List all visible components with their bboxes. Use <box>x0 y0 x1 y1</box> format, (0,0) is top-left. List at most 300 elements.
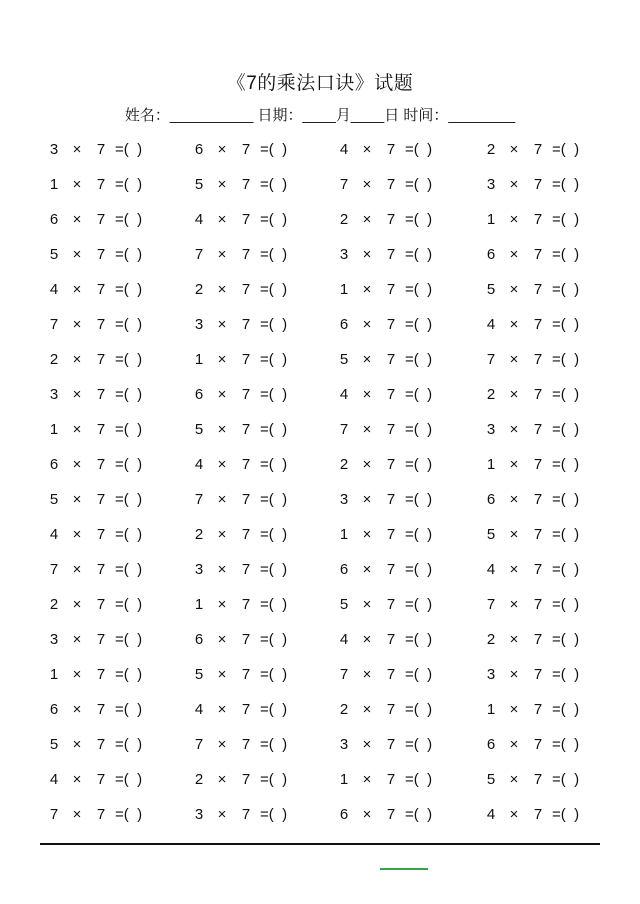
answer-blank[interactable]: =( ) <box>115 596 143 613</box>
answer-blank[interactable]: =( ) <box>552 351 580 368</box>
multiplier: 7 <box>533 596 543 613</box>
multiplicand: 4 <box>486 561 496 578</box>
answer-blank[interactable]: =( ) <box>552 246 580 263</box>
times-sign: × <box>72 666 82 683</box>
multiplicand: 3 <box>194 561 204 578</box>
multiplicand: 2 <box>339 701 349 718</box>
multiplicand: 6 <box>194 386 204 403</box>
answer-blank[interactable]: =( ) <box>115 736 143 753</box>
answer-blank[interactable]: =( ) <box>115 316 143 333</box>
multiplier: 7 <box>241 281 251 298</box>
multiplier: 7 <box>241 316 251 333</box>
times-sign: × <box>362 561 372 578</box>
times-sign: × <box>362 176 372 193</box>
multiplicand: 5 <box>194 421 204 438</box>
multiplicand: 4 <box>339 141 349 158</box>
multiplicand: 3 <box>486 176 496 193</box>
answer-blank[interactable]: =( ) <box>552 281 580 298</box>
multiplier: 7 <box>241 736 251 753</box>
multiplicand: 3 <box>49 141 59 158</box>
multiplier: 7 <box>386 631 396 648</box>
problem-row <box>0 762 640 797</box>
multiplier: 7 <box>533 246 543 263</box>
answer-blank[interactable]: =( ) <box>115 281 143 298</box>
multiplicand: 7 <box>339 421 349 438</box>
answer-blank[interactable]: =( ) <box>115 561 143 578</box>
worksheet-title: 《7的乘法口诀》试题 <box>226 73 414 94</box>
multiplicand: 3 <box>194 806 204 823</box>
multiplicand: 6 <box>339 806 349 823</box>
multiplicand: 4 <box>194 701 204 718</box>
answer-blank[interactable]: =( ) <box>552 526 580 543</box>
multiplier: 7 <box>241 351 251 368</box>
times-sign: × <box>509 701 519 718</box>
multiplier: 7 <box>533 666 543 683</box>
multiplier: 7 <box>241 771 251 788</box>
times-sign: × <box>217 141 227 158</box>
answer-blank[interactable]: =( ) <box>115 666 143 683</box>
multiplier: 7 <box>533 771 543 788</box>
times-sign: × <box>217 701 227 718</box>
answer-blank[interactable]: =( ) <box>260 456 288 473</box>
multiplier: 7 <box>241 701 251 718</box>
multiplier: 7 <box>96 421 106 438</box>
multiplicand: 5 <box>486 526 496 543</box>
answer-blank[interactable]: =( ) <box>405 596 433 613</box>
answer-blank[interactable]: =( ) <box>552 456 580 473</box>
times-sign: × <box>362 386 372 403</box>
multiplicand: 7 <box>194 246 204 263</box>
answer-blank[interactable]: =( ) <box>405 561 433 578</box>
multiplier: 7 <box>386 246 396 263</box>
multiplier: 7 <box>241 806 251 823</box>
answer-blank[interactable]: =( ) <box>115 141 143 158</box>
answer-blank[interactable]: =( ) <box>405 456 433 473</box>
answer-blank[interactable]: =( ) <box>405 806 433 823</box>
answer-blank[interactable]: =( ) <box>552 211 580 228</box>
multiplicand: 3 <box>339 491 349 508</box>
problem-row <box>0 272 640 307</box>
times-sign: × <box>509 421 519 438</box>
multiplier: 7 <box>386 666 396 683</box>
times-sign: × <box>509 631 519 648</box>
problem-row <box>0 447 640 482</box>
multiplier: 7 <box>96 631 106 648</box>
times-sign: × <box>217 176 227 193</box>
answer-blank[interactable]: =( ) <box>260 736 288 753</box>
multiplier: 7 <box>386 771 396 788</box>
multiplicand: 7 <box>486 351 496 368</box>
answer-blank[interactable]: =( ) <box>552 666 580 683</box>
answer-blank[interactable]: =( ) <box>552 421 580 438</box>
times-sign: × <box>217 421 227 438</box>
multiplicand: 2 <box>49 351 59 368</box>
multiplier: 7 <box>96 141 106 158</box>
multiplier: 7 <box>533 211 543 228</box>
answer-blank[interactable]: =( ) <box>260 421 288 438</box>
answer-blank[interactable]: =( ) <box>260 386 288 403</box>
problem-row <box>0 237 640 272</box>
multiplicand: 7 <box>339 176 349 193</box>
answer-blank[interactable]: =( ) <box>260 806 288 823</box>
answer-blank[interactable]: =( ) <box>115 701 143 718</box>
answer-blank[interactable]: =( ) <box>260 666 288 683</box>
multiplier: 7 <box>241 421 251 438</box>
answer-blank[interactable]: =( ) <box>405 386 433 403</box>
multiplier: 7 <box>386 351 396 368</box>
multiplier: 7 <box>386 701 396 718</box>
answer-blank[interactable]: =( ) <box>552 386 580 403</box>
times-sign: × <box>72 211 82 228</box>
multiplicand: 3 <box>49 386 59 403</box>
multiplier: 7 <box>386 141 396 158</box>
multiplicand: 1 <box>486 456 496 473</box>
multiplier: 7 <box>533 631 543 648</box>
multiplicand: 6 <box>194 631 204 648</box>
multiplicand: 6 <box>49 701 59 718</box>
answer-blank[interactable]: =( ) <box>552 141 580 158</box>
multiplicand: 7 <box>339 666 349 683</box>
times-sign: × <box>509 316 519 333</box>
multiplicand: 1 <box>194 596 204 613</box>
problem-row <box>0 377 640 412</box>
multiplicand: 5 <box>339 351 349 368</box>
answer-blank[interactable]: =( ) <box>260 141 288 158</box>
multiplier: 7 <box>386 806 396 823</box>
multiplicand: 5 <box>486 771 496 788</box>
multiplicand: 6 <box>339 316 349 333</box>
answer-blank[interactable]: =( ) <box>260 211 288 228</box>
times-sign: × <box>509 176 519 193</box>
problem-row <box>0 552 640 587</box>
multiplicand: 7 <box>194 491 204 508</box>
multiplier: 7 <box>96 491 106 508</box>
times-sign: × <box>72 491 82 508</box>
times-sign: × <box>217 806 227 823</box>
answer-blank[interactable]: =( ) <box>552 596 580 613</box>
multiplicand: 6 <box>486 246 496 263</box>
multiplier: 7 <box>241 631 251 648</box>
multiplier: 7 <box>533 386 543 403</box>
answer-blank[interactable]: =( ) <box>115 771 143 788</box>
multiplier: 7 <box>96 316 106 333</box>
multiplier: 7 <box>386 211 396 228</box>
problem-row <box>0 167 640 202</box>
times-sign: × <box>362 456 372 473</box>
answer-blank[interactable]: =( ) <box>405 771 433 788</box>
multiplicand: 6 <box>49 211 59 228</box>
times-sign: × <box>362 736 372 753</box>
times-sign: × <box>217 456 227 473</box>
answer-blank[interactable]: =( ) <box>260 316 288 333</box>
times-sign: × <box>217 631 227 648</box>
times-sign: × <box>217 386 227 403</box>
times-sign: × <box>509 526 519 543</box>
multiplicand: 5 <box>49 246 59 263</box>
multiplicand: 4 <box>339 386 349 403</box>
multiplicand: 4 <box>49 281 59 298</box>
times-sign: × <box>362 771 372 788</box>
answer-blank[interactable]: =( ) <box>552 491 580 508</box>
multiplicand: 2 <box>194 771 204 788</box>
multiplicand: 7 <box>49 316 59 333</box>
problem-row <box>0 307 640 342</box>
multiplicand: 3 <box>49 631 59 648</box>
answer-blank[interactable]: =( ) <box>552 176 580 193</box>
multiplier: 7 <box>533 806 543 823</box>
multiplicand: 7 <box>49 806 59 823</box>
times-sign: × <box>362 351 372 368</box>
times-sign: × <box>509 456 519 473</box>
times-sign: × <box>509 736 519 753</box>
multiplier: 7 <box>241 386 251 403</box>
answer-blank[interactable]: =( ) <box>552 806 580 823</box>
answer-blank[interactable]: =( ) <box>552 701 580 718</box>
multiplier: 7 <box>533 351 543 368</box>
multiplicand: 2 <box>194 281 204 298</box>
problem-row <box>0 342 640 377</box>
multiplier: 7 <box>241 211 251 228</box>
problem-row <box>0 202 640 237</box>
times-sign: × <box>72 736 82 753</box>
multiplicand: 1 <box>339 771 349 788</box>
times-sign: × <box>72 421 82 438</box>
answer-blank[interactable]: =( ) <box>405 141 433 158</box>
times-sign: × <box>217 526 227 543</box>
multiplier: 7 <box>386 386 396 403</box>
multiplier: 7 <box>96 351 106 368</box>
answer-blank[interactable]: =( ) <box>260 491 288 508</box>
answer-blank[interactable]: =( ) <box>405 701 433 718</box>
times-sign: × <box>362 596 372 613</box>
multiplicand: 1 <box>49 666 59 683</box>
times-sign: × <box>72 526 82 543</box>
answer-blank[interactable]: =( ) <box>405 526 433 543</box>
answer-blank[interactable]: =( ) <box>260 701 288 718</box>
multiplier: 7 <box>386 596 396 613</box>
times-sign: × <box>509 771 519 788</box>
answer-blank[interactable]: =( ) <box>115 456 143 473</box>
multiplier: 7 <box>533 561 543 578</box>
multiplier: 7 <box>241 176 251 193</box>
answer-blank[interactable]: =( ) <box>260 561 288 578</box>
multiplier: 7 <box>96 701 106 718</box>
answer-blank[interactable]: =( ) <box>115 386 143 403</box>
times-sign: × <box>72 456 82 473</box>
times-sign: × <box>217 351 227 368</box>
multiplicand: 2 <box>339 456 349 473</box>
multiplier: 7 <box>533 281 543 298</box>
multiplier: 7 <box>96 736 106 753</box>
problem-row <box>0 412 640 447</box>
times-sign: × <box>72 561 82 578</box>
answer-blank[interactable]: =( ) <box>552 631 580 648</box>
times-sign: × <box>362 631 372 648</box>
multiplicand: 3 <box>194 316 204 333</box>
answer-blank[interactable]: =( ) <box>405 421 433 438</box>
multiplicand: 5 <box>194 666 204 683</box>
times-sign: × <box>72 141 82 158</box>
multiplier: 7 <box>96 526 106 543</box>
times-sign: × <box>362 526 372 543</box>
times-sign: × <box>362 281 372 298</box>
multiplier: 7 <box>386 456 396 473</box>
multiplicand: 1 <box>49 176 59 193</box>
answer-blank[interactable]: =( ) <box>260 176 288 193</box>
multiplier: 7 <box>533 701 543 718</box>
multiplicand: 3 <box>486 666 496 683</box>
multiplicand: 6 <box>339 561 349 578</box>
multiplier: 7 <box>241 491 251 508</box>
multiplicand: 4 <box>486 806 496 823</box>
times-sign: × <box>509 386 519 403</box>
multiplier: 7 <box>533 316 543 333</box>
multiplicand: 2 <box>486 631 496 648</box>
times-sign: × <box>72 316 82 333</box>
times-sign: × <box>72 176 82 193</box>
multiplier: 7 <box>96 596 106 613</box>
times-sign: × <box>362 491 372 508</box>
answer-blank[interactable]: =( ) <box>405 211 433 228</box>
multiplicand: 4 <box>486 316 496 333</box>
times-sign: × <box>509 666 519 683</box>
times-sign: × <box>217 211 227 228</box>
green-underline-mark <box>380 868 428 870</box>
times-sign: × <box>362 421 372 438</box>
multiplicand: 1 <box>194 351 204 368</box>
multiplicand: 2 <box>339 211 349 228</box>
answer-blank[interactable]: =( ) <box>260 526 288 543</box>
multiplicand: 1 <box>486 211 496 228</box>
multiplier: 7 <box>241 596 251 613</box>
multiplier: 7 <box>533 491 543 508</box>
multiplicand: 5 <box>49 736 59 753</box>
multiplicand: 4 <box>339 631 349 648</box>
times-sign: × <box>362 806 372 823</box>
answer-blank[interactable]: =( ) <box>405 666 433 683</box>
answer-blank[interactable]: =( ) <box>260 246 288 263</box>
times-sign: × <box>217 771 227 788</box>
answer-blank[interactable]: =( ) <box>552 561 580 578</box>
multiplicand: 2 <box>486 386 496 403</box>
answer-blank[interactable]: =( ) <box>405 176 433 193</box>
multiplier: 7 <box>96 456 106 473</box>
times-sign: × <box>217 281 227 298</box>
multiplier: 7 <box>96 561 106 578</box>
multiplier: 7 <box>241 456 251 473</box>
multiplicand: 5 <box>486 281 496 298</box>
multiplicand: 4 <box>194 456 204 473</box>
times-sign: × <box>509 281 519 298</box>
multiplier: 7 <box>386 281 396 298</box>
multiplier: 7 <box>96 281 106 298</box>
multiplier: 7 <box>533 736 543 753</box>
answer-blank[interactable]: =( ) <box>260 771 288 788</box>
multiplicand: 6 <box>486 736 496 753</box>
answer-blank[interactable]: =( ) <box>260 281 288 298</box>
answer-blank[interactable]: =( ) <box>405 246 433 263</box>
times-sign: × <box>509 141 519 158</box>
multiplicand: 7 <box>194 736 204 753</box>
multiplicand: 3 <box>486 421 496 438</box>
answer-blank[interactable]: =( ) <box>115 526 143 543</box>
multiplier: 7 <box>386 526 396 543</box>
answer-blank[interactable]: =( ) <box>405 351 433 368</box>
multiplicand: 6 <box>49 456 59 473</box>
multiplicand: 2 <box>486 141 496 158</box>
multiplicand: 4 <box>194 211 204 228</box>
answer-blank[interactable]: =( ) <box>405 281 433 298</box>
times-sign: × <box>72 351 82 368</box>
times-sign: × <box>362 246 372 263</box>
times-sign: × <box>362 141 372 158</box>
multiplicand: 4 <box>49 526 59 543</box>
times-sign: × <box>509 596 519 613</box>
answer-blank[interactable]: =( ) <box>260 631 288 648</box>
times-sign: × <box>72 701 82 718</box>
answer-blank[interactable]: =( ) <box>115 806 143 823</box>
answer-blank[interactable]: =( ) <box>405 736 433 753</box>
times-sign: × <box>509 351 519 368</box>
answer-blank[interactable]: =( ) <box>552 316 580 333</box>
multiplicand: 1 <box>339 281 349 298</box>
times-sign: × <box>72 596 82 613</box>
answer-blank[interactable]: =( ) <box>115 246 143 263</box>
answer-blank[interactable]: =( ) <box>115 421 143 438</box>
multiplicand: 6 <box>486 491 496 508</box>
problem-row <box>0 692 640 727</box>
answer-blank[interactable]: =( ) <box>115 211 143 228</box>
multiplicand: 1 <box>49 421 59 438</box>
answer-blank[interactable]: =( ) <box>115 631 143 648</box>
multiplicand: 3 <box>339 736 349 753</box>
times-sign: × <box>72 631 82 648</box>
multiplicand: 5 <box>49 491 59 508</box>
student-info-line: 姓名：__________ 日期：____月____日 时间：________ <box>124 107 516 124</box>
multiplier: 7 <box>386 421 396 438</box>
answer-blank[interactable]: =( ) <box>260 596 288 613</box>
multiplicand: 7 <box>49 561 59 578</box>
multiplier: 7 <box>386 316 396 333</box>
times-sign: × <box>362 211 372 228</box>
times-sign: × <box>72 281 82 298</box>
answer-blank[interactable]: =( ) <box>405 631 433 648</box>
times-sign: × <box>509 211 519 228</box>
answer-blank[interactable]: =( ) <box>552 736 580 753</box>
problem-row <box>0 587 640 622</box>
answer-blank[interactable]: =( ) <box>405 316 433 333</box>
multiplier: 7 <box>386 491 396 508</box>
multiplicand: 2 <box>49 596 59 613</box>
problem-grid <box>0 132 640 832</box>
answer-blank[interactable]: =( ) <box>115 176 143 193</box>
times-sign: × <box>217 666 227 683</box>
times-sign: × <box>509 806 519 823</box>
times-sign: × <box>509 561 519 578</box>
times-sign: × <box>509 246 519 263</box>
times-sign: × <box>72 771 82 788</box>
answer-blank[interactable]: =( ) <box>115 351 143 368</box>
multiplier: 7 <box>241 246 251 263</box>
multiplier: 7 <box>96 771 106 788</box>
multiplier: 7 <box>533 421 543 438</box>
answer-blank[interactable]: =( ) <box>115 491 143 508</box>
multiplier: 7 <box>386 561 396 578</box>
answer-blank[interactable]: =( ) <box>405 491 433 508</box>
answer-blank[interactable]: =( ) <box>552 771 580 788</box>
multiplicand: 4 <box>49 771 59 788</box>
answer-blank[interactable]: =( ) <box>260 351 288 368</box>
